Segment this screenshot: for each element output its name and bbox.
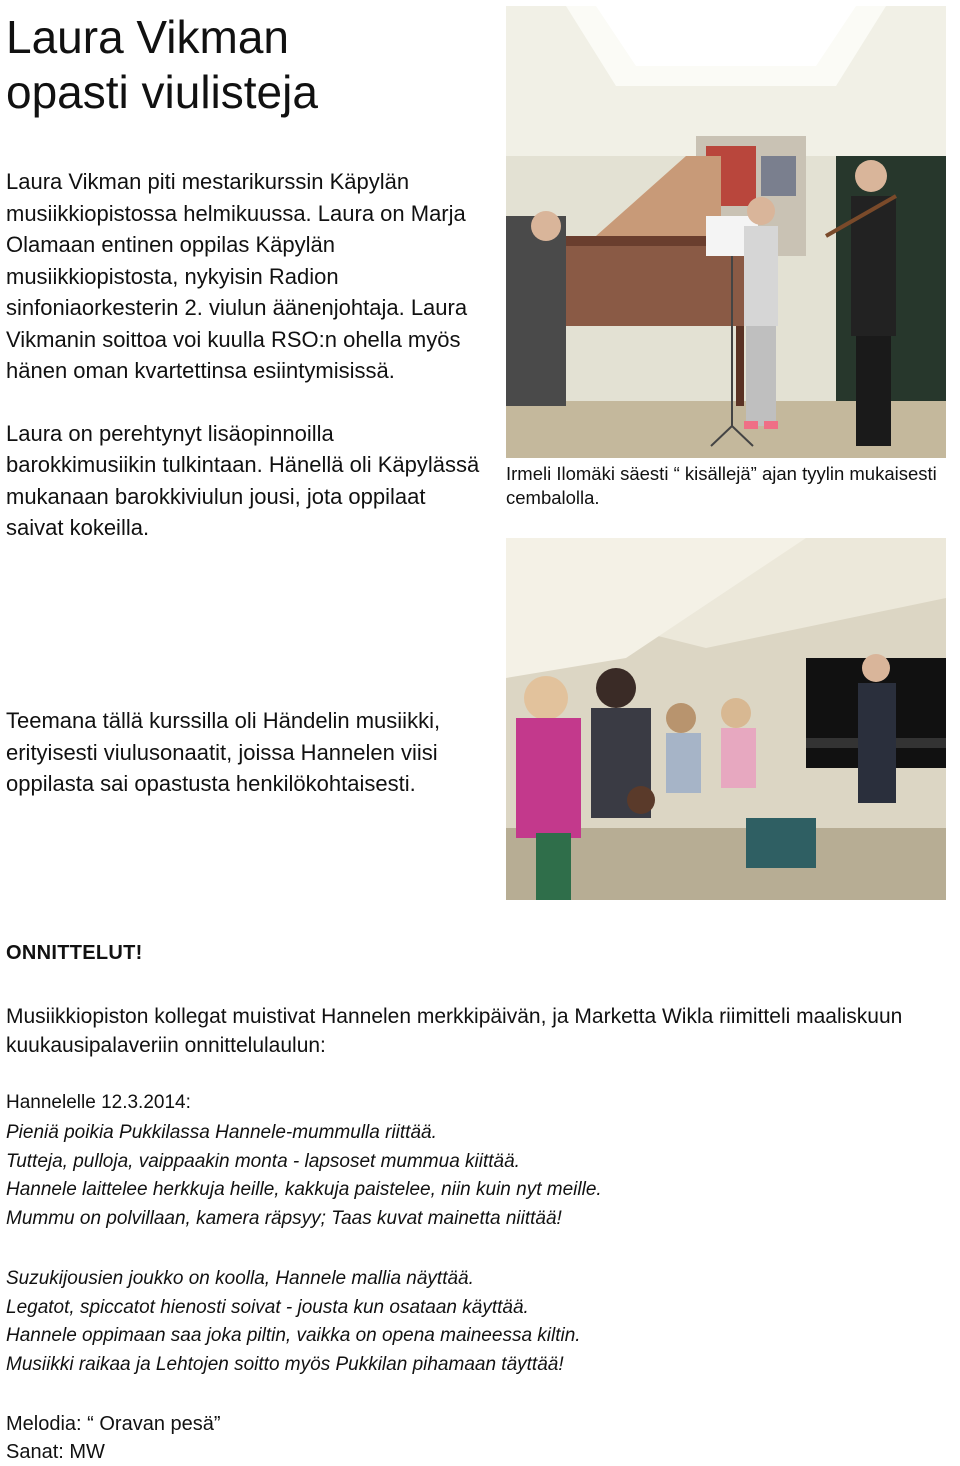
verse-2-line-3: Hannele oppimaan saa joka piltin, vaikka on opena maineessa kiltin. [6, 1325, 581, 1346]
verse-1-line-1: Pieniä poikia Pukkilassa Hannele-mummulla riittää. [6, 1122, 437, 1143]
congrats-heading: ONNITTELUT! [6, 942, 143, 964]
verse-2-line-4: Musiikki raikaa ja Lehtojen soitto myös Pukkilan pihamaan täyttää! [6, 1353, 564, 1375]
paragraph-2: Laura on perehtynyt lisäopinnoilla barokkimusiikin tulkintaan. Hänellä oli Käpylässä mukanaan barokkiviulun jousi, jota oppilaat saivat kokeilla. [6, 420, 480, 540]
photo-harpsichord-svg [506, 6, 946, 458]
verse-1-line-4: Mummu on polvillaan, kamera räpsyy; Taas kuvat mainetta niittää! [6, 1207, 562, 1229]
title-line-1: Laura Vikman [6, 11, 289, 63]
song-verse-2 [6, 1265, 581, 1379]
song-verse-1 [6, 1119, 602, 1233]
melody-credit: Melodia: “ Oravan pesä” [6, 1413, 221, 1435]
article-title [6, 10, 486, 120]
verse-2-line-2: Legatot, spiccatot hienosti soivat - jousta kun osataan käyttää. [6, 1296, 529, 1318]
congrats-intro: Musiikkiopiston kollegat muistivat Hannelen merkkipäivän, ja Marketta Wikla riimitteli maaliskuun kuukausipalaveriin onnittelulaulun: [6, 1005, 903, 1057]
paragraph-1: Laura Vikman piti mestarikurssin Käpylän musiikkiopistossa helmikuussa. Laura on Marja Olamaan entinen oppilas Käpylän musiikkiopistosta, nykyisin Radion sinfoniaorkesterin 2. viulun äänenjohtaja. Laura Vikmanin soittoa voi kuulla RSO:n ohella myös hänen oman kvartettinsa esiintymisissä. [6, 169, 468, 383]
verse-2-line-1: Suzukijousien joukko on koolla, Hannele mallia näyttää. [6, 1268, 474, 1289]
paragraph-3: Teemana tällä kurssilla oli Händelin musiikki, erityisesti viulusonaatit, joissa Hannelen viisi oppilasta sai opastusta henkilökohtaisesti. [6, 708, 441, 796]
song-title: Hannelelle 12.3.2014: [6, 1092, 191, 1113]
title-line-2: opasti viulisteja [6, 66, 318, 118]
song-credits [6, 1410, 221, 1466]
photo-audience-svg [506, 538, 946, 900]
photo-caption: Irmeli Ilomäki säesti “ kisällejä” ajan tyylin mukaisesti cembalolla. [506, 463, 937, 508]
article-body-left [6, 166, 484, 544]
photo-audience [506, 538, 946, 900]
lyrics-credit: Sanat: MW [6, 1441, 105, 1463]
photo-harpsichord-lesson [506, 6, 946, 458]
verse-1-line-3: Hannele laittelee herkkuja heille, kakkuja paistelee, niin kuin nyt meille. [6, 1179, 602, 1200]
verse-1-line-2: Tutteja, pulloja, vaippaakin monta - lapsoset mummua kiittää. [6, 1150, 520, 1172]
